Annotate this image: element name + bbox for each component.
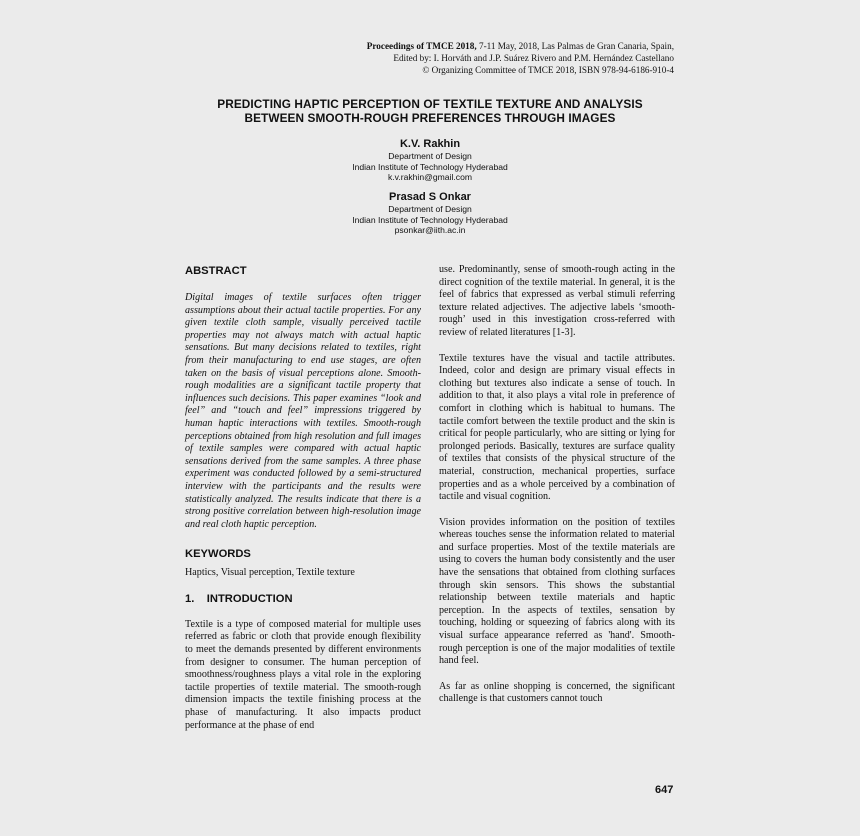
- author-name: Prasad S Onkar: [389, 191, 471, 203]
- keywords-heading: KEYWORDS: [185, 548, 251, 561]
- author-name: K.V. Rakhin: [399, 138, 461, 150]
- abstract-text: Digital images of textile surfaces often trigger assumptions about their actual tactile properties. For any given textile cloth sample, visually perceived tactile properties may not always match with actual haptic sensations. But many decisions related to textiles, right from their manufacturing to end use stages, are often taken on the basis of visual perceptions alone. Smooth-rough modalities are a significant tactile property that influences such decisions. This paper examines “look and feel” and “touch and feel” impressions triggered by human haptic interactions with textiles. Smooth-rough perceptions obtained from high resolution and full images of textile samples were compared with actual haptic sensations derived from the same samples. A three phase experiment was conducted followed by a semi-structured interview with the participants and the results were statistically analyzed. The results indicate that there is a strong positive correlation between high-resolution image and real cloth haptic perception.: [185, 292, 421, 530]
- author-dept: Department of Design: [388, 204, 472, 214]
- paper-title: PREDICTING HAPTIC PERCEPTION OF TEXTILE TEXTURE AND ANALYSIS BETWEEN SMOOTH-ROUGH PREFERENCES THROUGH IMAGES: [217, 97, 643, 125]
- author-institute: Indian Institute of Technology Hyderabad: [352, 214, 508, 225]
- author-institute: Indian Institute of Technology Hyderabad: [352, 161, 508, 172]
- author-dept: Department of Design: [388, 151, 472, 161]
- introduction-paragraph: Textile is a type of composed material for multiple uses referred as fabric or cloth that provide enough flexibility to meet the demands presented by different environments from designer to consumer. The human perception of smoothness/roughness plays a vital role in the exploring tactile properties of textile material. The smooth-rough dimension impacts the textile finishing process at the phase of manufacturing. It also impacts product performance at the phase of end: [185, 618, 421, 731]
- abstract-heading: ABSTRACT: [185, 265, 247, 277]
- proceedings-header: [254, 40, 674, 76]
- proceedings-line-3: © Organizing Committee of TMCE 2018, ISBN 978-94-6186-910-4: [422, 65, 674, 75]
- proceedings-line-2: Edited by: I. Horváth and J.P. Suárez Rivero and P.M. Hernández Castellano: [393, 53, 674, 63]
- body-paragraph-3: Vision provides information on the position of textiles whereas touches sense the information related to material and surface properties. Most of the textile materials are using to covers the human body consistently and the user have the sensations that obtained from clothing surfaces through skin sensors. This shows the substantial relationship between textile materials and haptic perception. In the aspects of textiles, sensation by touching, holding or squeezing of fabrics along with its visual surface appearance referred as 'hand'. Smooth-rough perception is one of the major modalities of textile hand feel.: [439, 516, 675, 667]
- body-paragraph-1: use. Predominantly, sense of smooth-rough acting in the direct cognition of the textile material. In general, it is the feel of fabrics that expressed as verbal stimuli referring texture related adjectives. The adjective labels ‘smooth- rough’ used in this investigation cross-referred with review of related literatures [1-3].: [439, 264, 675, 338]
- author-block-2: [300, 191, 560, 236]
- body-paragraph-2: Textile textures have the visual and tactile attributes. Indeed, color and design are primary visual effects in clothing but textures also indicate a sense of touch. In addition to that, it also plays a vital role in preference of comfort in clothing which is habitual to humans. The tactile comfort between the textile product and the skin is critical for people particularly, who are sitting or lying for prolonged periods. Basically, textures are surface quality of textiles that consists of the physical structure of the material, construction, mechanical properties, surface properties and as a whole perceived by a combination of tactile and visual cognition.: [439, 352, 675, 503]
- proceedings-line-1: Proceedings of TMCE 2018, 7-11 May, 2018, Las Palmas de Gran Canaria, Spain,: [366, 41, 674, 51]
- keywords-text: Haptics, Visual perception, Textile texture: [185, 567, 355, 579]
- author-email: psonkar@iith.ac.in: [394, 225, 466, 236]
- introduction-heading: 1. INTRODUCTION: [185, 592, 293, 605]
- left-column: [185, 264, 421, 732]
- page-number: 647: [655, 784, 674, 796]
- body-paragraph-4: As far as online shopping is concerned, the significant challenge is that customers cannot touch: [439, 680, 675, 705]
- right-column: [439, 264, 675, 706]
- author-email: k.v.rakhin@gmail.com: [387, 172, 473, 183]
- author-block-1: [300, 138, 560, 183]
